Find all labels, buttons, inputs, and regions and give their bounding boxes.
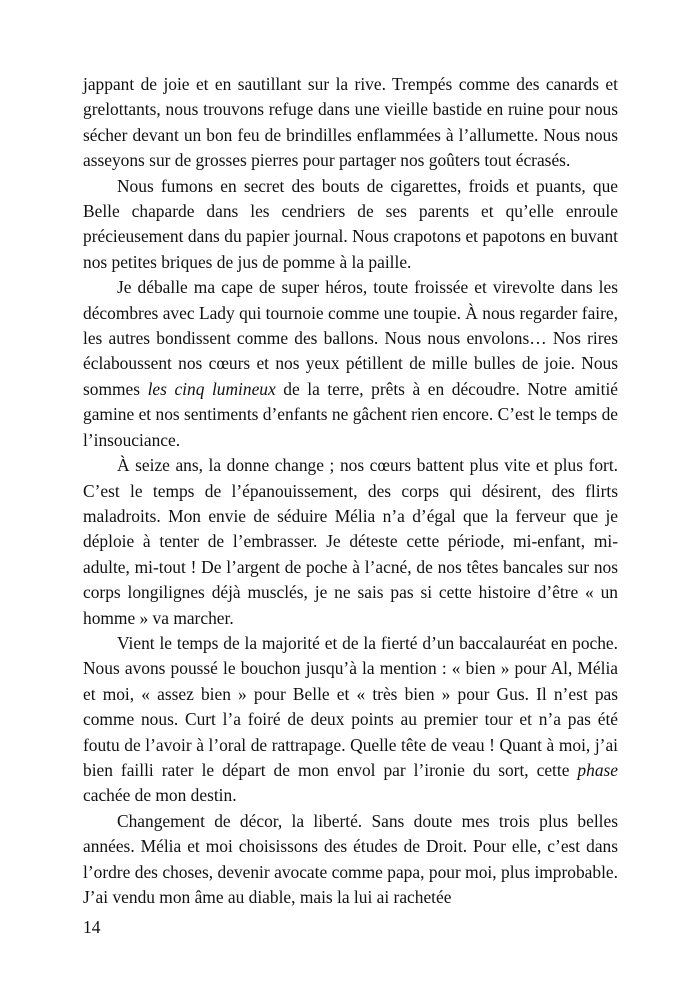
paragraph-text: cachée de mon destin. xyxy=(83,785,237,806)
paragraph-2 xyxy=(83,174,618,276)
page-number: 14 xyxy=(83,917,101,937)
paragraph-text: de la terre, prêts à en découdre. Notre amitié gamine et nos sentiments d’enfants ne gâchent rien encore. C’est le temps de l’insouciance. xyxy=(83,378,619,450)
italic-phrase: phase xyxy=(577,759,618,780)
paragraph-4 xyxy=(83,453,618,631)
paragraph-text: Vient le temps de la majorité et de la fierté d’un baccalauréat en poche. Nous avons poussé le bouchon jusqu’à la mention : « bien » pour Al, Mélia et moi, « assez bien » pour Belle et « très bien » pour Gus. Il n’est pas comme nous. Curt l’a foiré de deux points au premier tour et n’a pas été foutu de l’avoir à l’oral de rattrapage. Quelle tête de veau ! Quant à moi, j’ai bien failli rater le départ de mon envol par l’ironie du sort, cette xyxy=(83,632,618,780)
paragraph-text: Changement de décor, la liberté. Sans doute mes trois plus belles années. Mélia et moi choisissons des études de Droit. Pour elle, c’est dans l’ordre des choses, devenir avocate comme papa, pour moi, plus improbable. J’ai vendu mon âme au diable, mais la lui ai rachetée xyxy=(83,810,618,907)
body-text xyxy=(83,72,618,910)
paragraph-text: Nous fumons en secret des bouts de cigarettes, froids et puants, que Belle chaparde dans les cendriers de ses parents et qu’elle enroule précieusement dans du papier journal. Nous crapotons et papotons en buvant nos petites briques de jus de pomme à la paille. xyxy=(83,175,618,272)
paragraph-text: jappant de joie et en sautillant sur la rive. Trempés comme des canards et grelottants, nous trouvons refuge dans une vieille bastide en ruine pour nous sécher devant un bon feu de brindilles enflammées à l’allumette. Nous nous asseyons sur de grosses pierres pour partager nos goûters tout écrasés. xyxy=(83,74,618,171)
italic-phrase: les cinq lumineux xyxy=(147,378,276,399)
paragraph-1 xyxy=(83,72,618,174)
paragraph-6 xyxy=(83,809,618,911)
paragraph-text: À seize ans, la donne change ; nos cœurs battent plus vite et plus fort. C’est le temps de l’épanouissement, des corps qui désirent, des flirts maladroits. Mon envie de séduire Mélia n’a d’égal que la ferveur que je déploie à tenter de l’embrasser. Je déteste cette période, mi-enfant, mi-adulte, mi-tout ! De l’argent de poche à l’acné, de nos têtes bancales sur nos corps longilignes déjà musclés, je ne sais pas si cette histoire d’être « un homme » va marcher. xyxy=(83,455,618,628)
paragraph-text: Je déballe ma cape de super héros, toute froissée et virevolte dans les décombres avec Lady qui tournoie comme une toupie. À nous regarder faire, les autres bondissent comme des ballons. Nous nous envolons… Nos rires éclaboussent nos cœurs et nos yeux pétillent de mille bulles de joie. Nous sommes xyxy=(83,277,618,399)
paragraph-5 xyxy=(83,631,618,809)
paragraph-3 xyxy=(83,275,618,453)
